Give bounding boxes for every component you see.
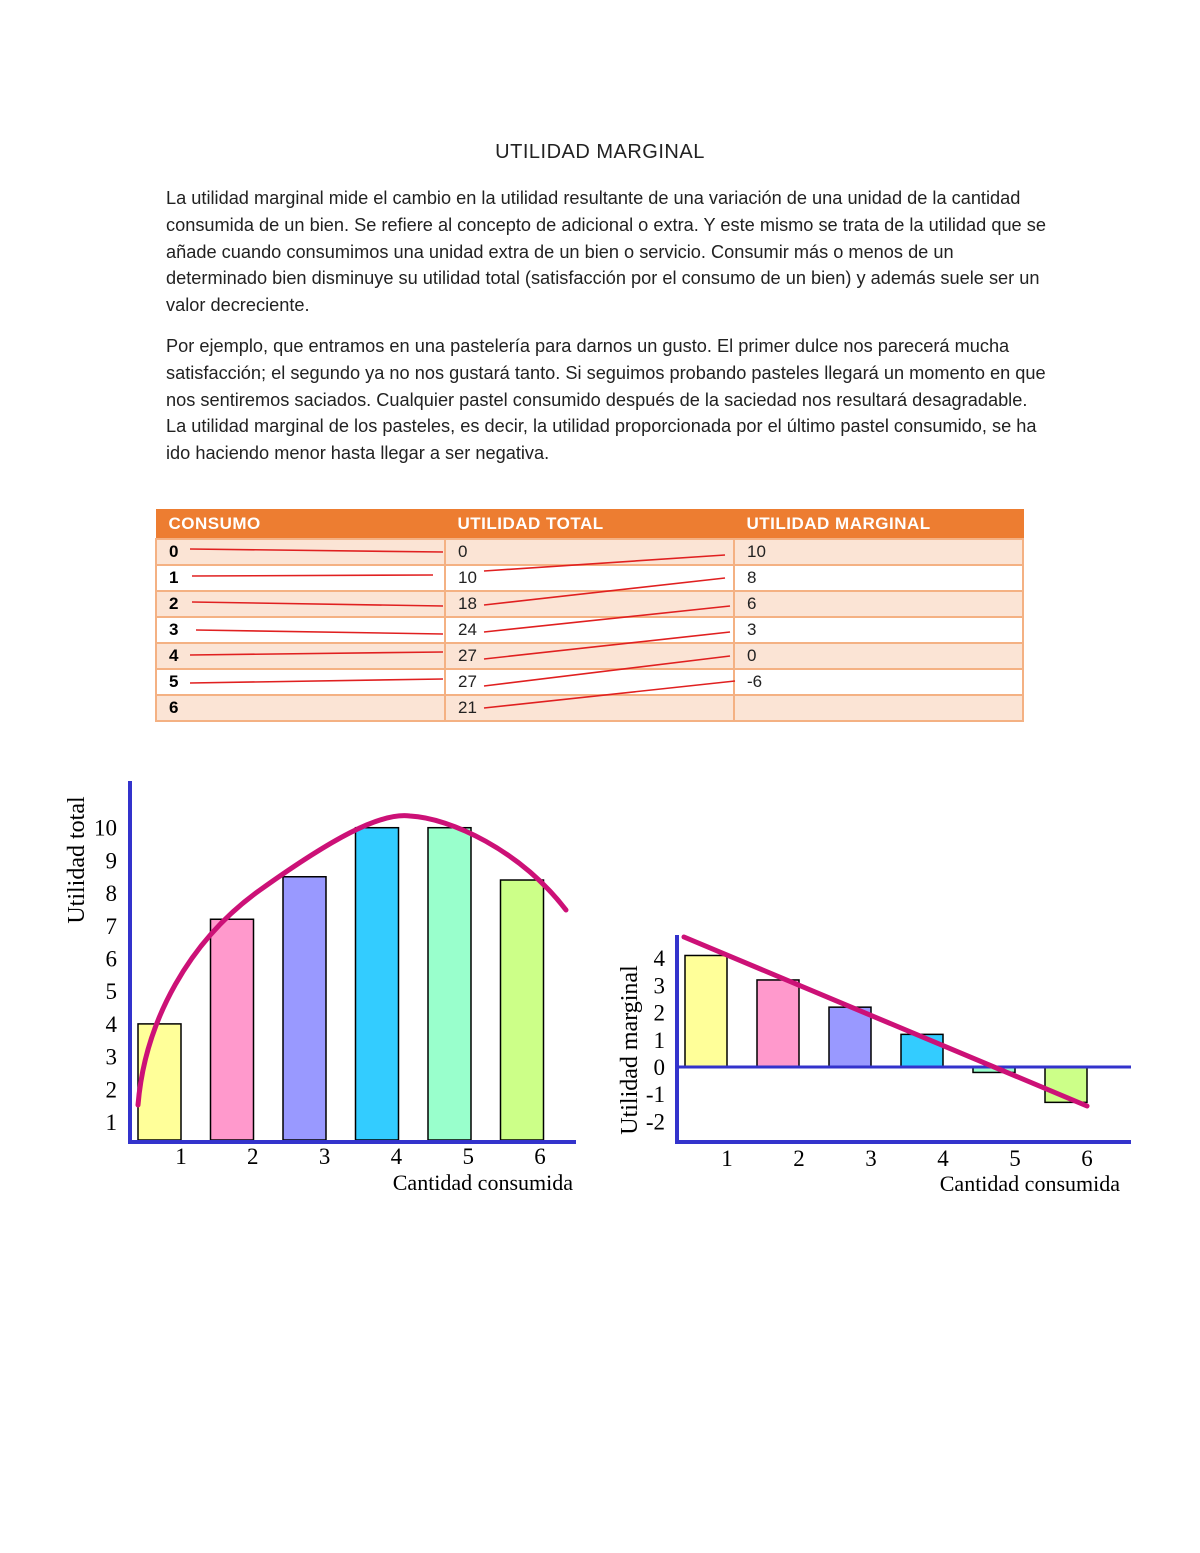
bar [757,980,799,1067]
bar [1045,1067,1087,1102]
y-tick-label: 0 [653,1055,665,1080]
bar [356,828,399,1140]
cell-consumo: 1 [156,565,445,591]
table-row [156,539,1023,565]
x-tick-label: 2 [793,1146,805,1171]
utility-table [155,509,1024,722]
cell-consumo: 4 [156,643,445,669]
table-row [156,669,1023,695]
x-tick-label: 4 [937,1146,949,1171]
cell-marginal: 0 [734,643,1023,669]
x-tick-label: 6 [1081,1146,1093,1171]
chart-utilidad-total [64,781,576,1195]
bar [973,1067,1015,1072]
table-row [156,695,1023,721]
x-tick-label: 6 [534,1144,546,1169]
bar [685,955,727,1067]
x-tick-label: 5 [462,1144,474,1169]
bar [501,880,544,1140]
y-tick-label: -2 [645,1109,665,1135]
trend-line [684,937,1087,1106]
y-tick-label: 1 [653,1027,665,1053]
bar [901,1034,943,1067]
y-axis-title: Utilidad marginal [617,965,643,1135]
trend-curve [138,816,566,1105]
y-tick-label: 2 [653,1000,665,1026]
y-tick-label: -1 [645,1082,665,1108]
y-tick-label: 4 [105,1011,117,1037]
bar [829,1007,871,1067]
x-tick-label: 3 [865,1146,877,1171]
chart-utilidad-marginal [617,935,1131,1196]
x-axis-title: Cantidad consumida [939,1171,1120,1196]
cell-consumo: 5 [156,669,445,695]
bar [283,877,326,1140]
table-row [156,565,1023,591]
cell-total: 0 [445,539,734,565]
cell-consumo: 2 [156,591,445,617]
bar [211,919,254,1140]
paragraph-example: Por ejemplo, que entramos en una pastelería para darnos un gusto. El primer dulce nos parecerá mucha satisfacción; el segundo ya no nos gustará tanto. Si seguimos probando pasteles llegará un momento en que nos sentiremos saciados. Cualquier pastel consumido después de la saciedad nos resultará desagradable. La utilidad marginal de los pasteles, es decir, la utilidad proporcionada por el último pastel consumido, se ha ido haciendo menor hasta llegar a ser negativa. [166,336,1046,464]
y-tick-label: 3 [105,1044,117,1070]
y-tick-label: 5 [105,979,117,1005]
page-title: UTILIDAD MARGINAL [495,141,705,163]
x-axis-title: Cantidad consumida [392,1170,573,1195]
x-tick-label: 1 [721,1146,733,1171]
cell-marginal: 8 [734,565,1023,591]
y-tick-label: 1 [105,1110,117,1135]
x-tick-label: 5 [1009,1146,1021,1171]
y-tick-label: 10 [94,815,117,841]
paragraph-definition: La utilidad marginal mide el cambio en la utilidad resultante de una variación de una unidad de la cantidad consumida de un bien. Se refiere al concepto de adicional o extra. Y este mismo se trata de la utilidad que se añade cuando consumimos una unidad extra de un bien o servicio. Consumir más o menos de un determinado bien disminuye su utilidad total (satisfacción por el consumo de un bien) y además suele ser un valor decreciente. [166,188,1046,316]
table-row [156,617,1023,643]
cell-total: 27 [445,643,734,669]
x-tick-label: 2 [247,1144,259,1169]
header-utilidad-total: UTILIDAD TOTAL [445,510,734,540]
cell-total: 10 [445,565,734,591]
table-header-row [156,510,1023,540]
cell-consumo: 3 [156,617,445,643]
y-tick-label: 4 [653,946,665,972]
y-tick-label: 3 [653,973,665,999]
y-tick-label: 2 [105,1077,117,1103]
y-tick-label: 6 [105,946,117,972]
y-tick-label: 9 [105,848,117,874]
x-tick-label: 1 [175,1144,187,1169]
table-row [156,591,1023,617]
bar [428,828,471,1140]
cell-total: 27 [445,669,734,695]
y-tick-label: 7 [105,913,117,939]
cell-marginal: 6 [734,591,1023,617]
x-tick-label: 4 [390,1144,403,1169]
y-axis-title: Utilidad total [64,796,90,924]
cell-marginal: -6 [734,669,1023,695]
header-consumo: CONSUMO [156,510,445,540]
cell-consumo: 0 [156,539,445,565]
y-tick-label: 8 [105,881,117,907]
cell-total: 24 [445,617,734,643]
table-row [156,643,1023,669]
cell-marginal: 10 [734,539,1023,565]
bar [138,1024,181,1140]
cell-total: 21 [445,695,734,721]
cell-consumo: 6 [156,695,445,721]
header-utilidad-marginal: UTILIDAD MARGINAL [734,510,1023,540]
x-tick-label: 3 [318,1144,331,1169]
cell-total: 18 [445,591,734,617]
cell-marginal [734,695,1023,721]
cell-marginal: 3 [734,617,1023,643]
